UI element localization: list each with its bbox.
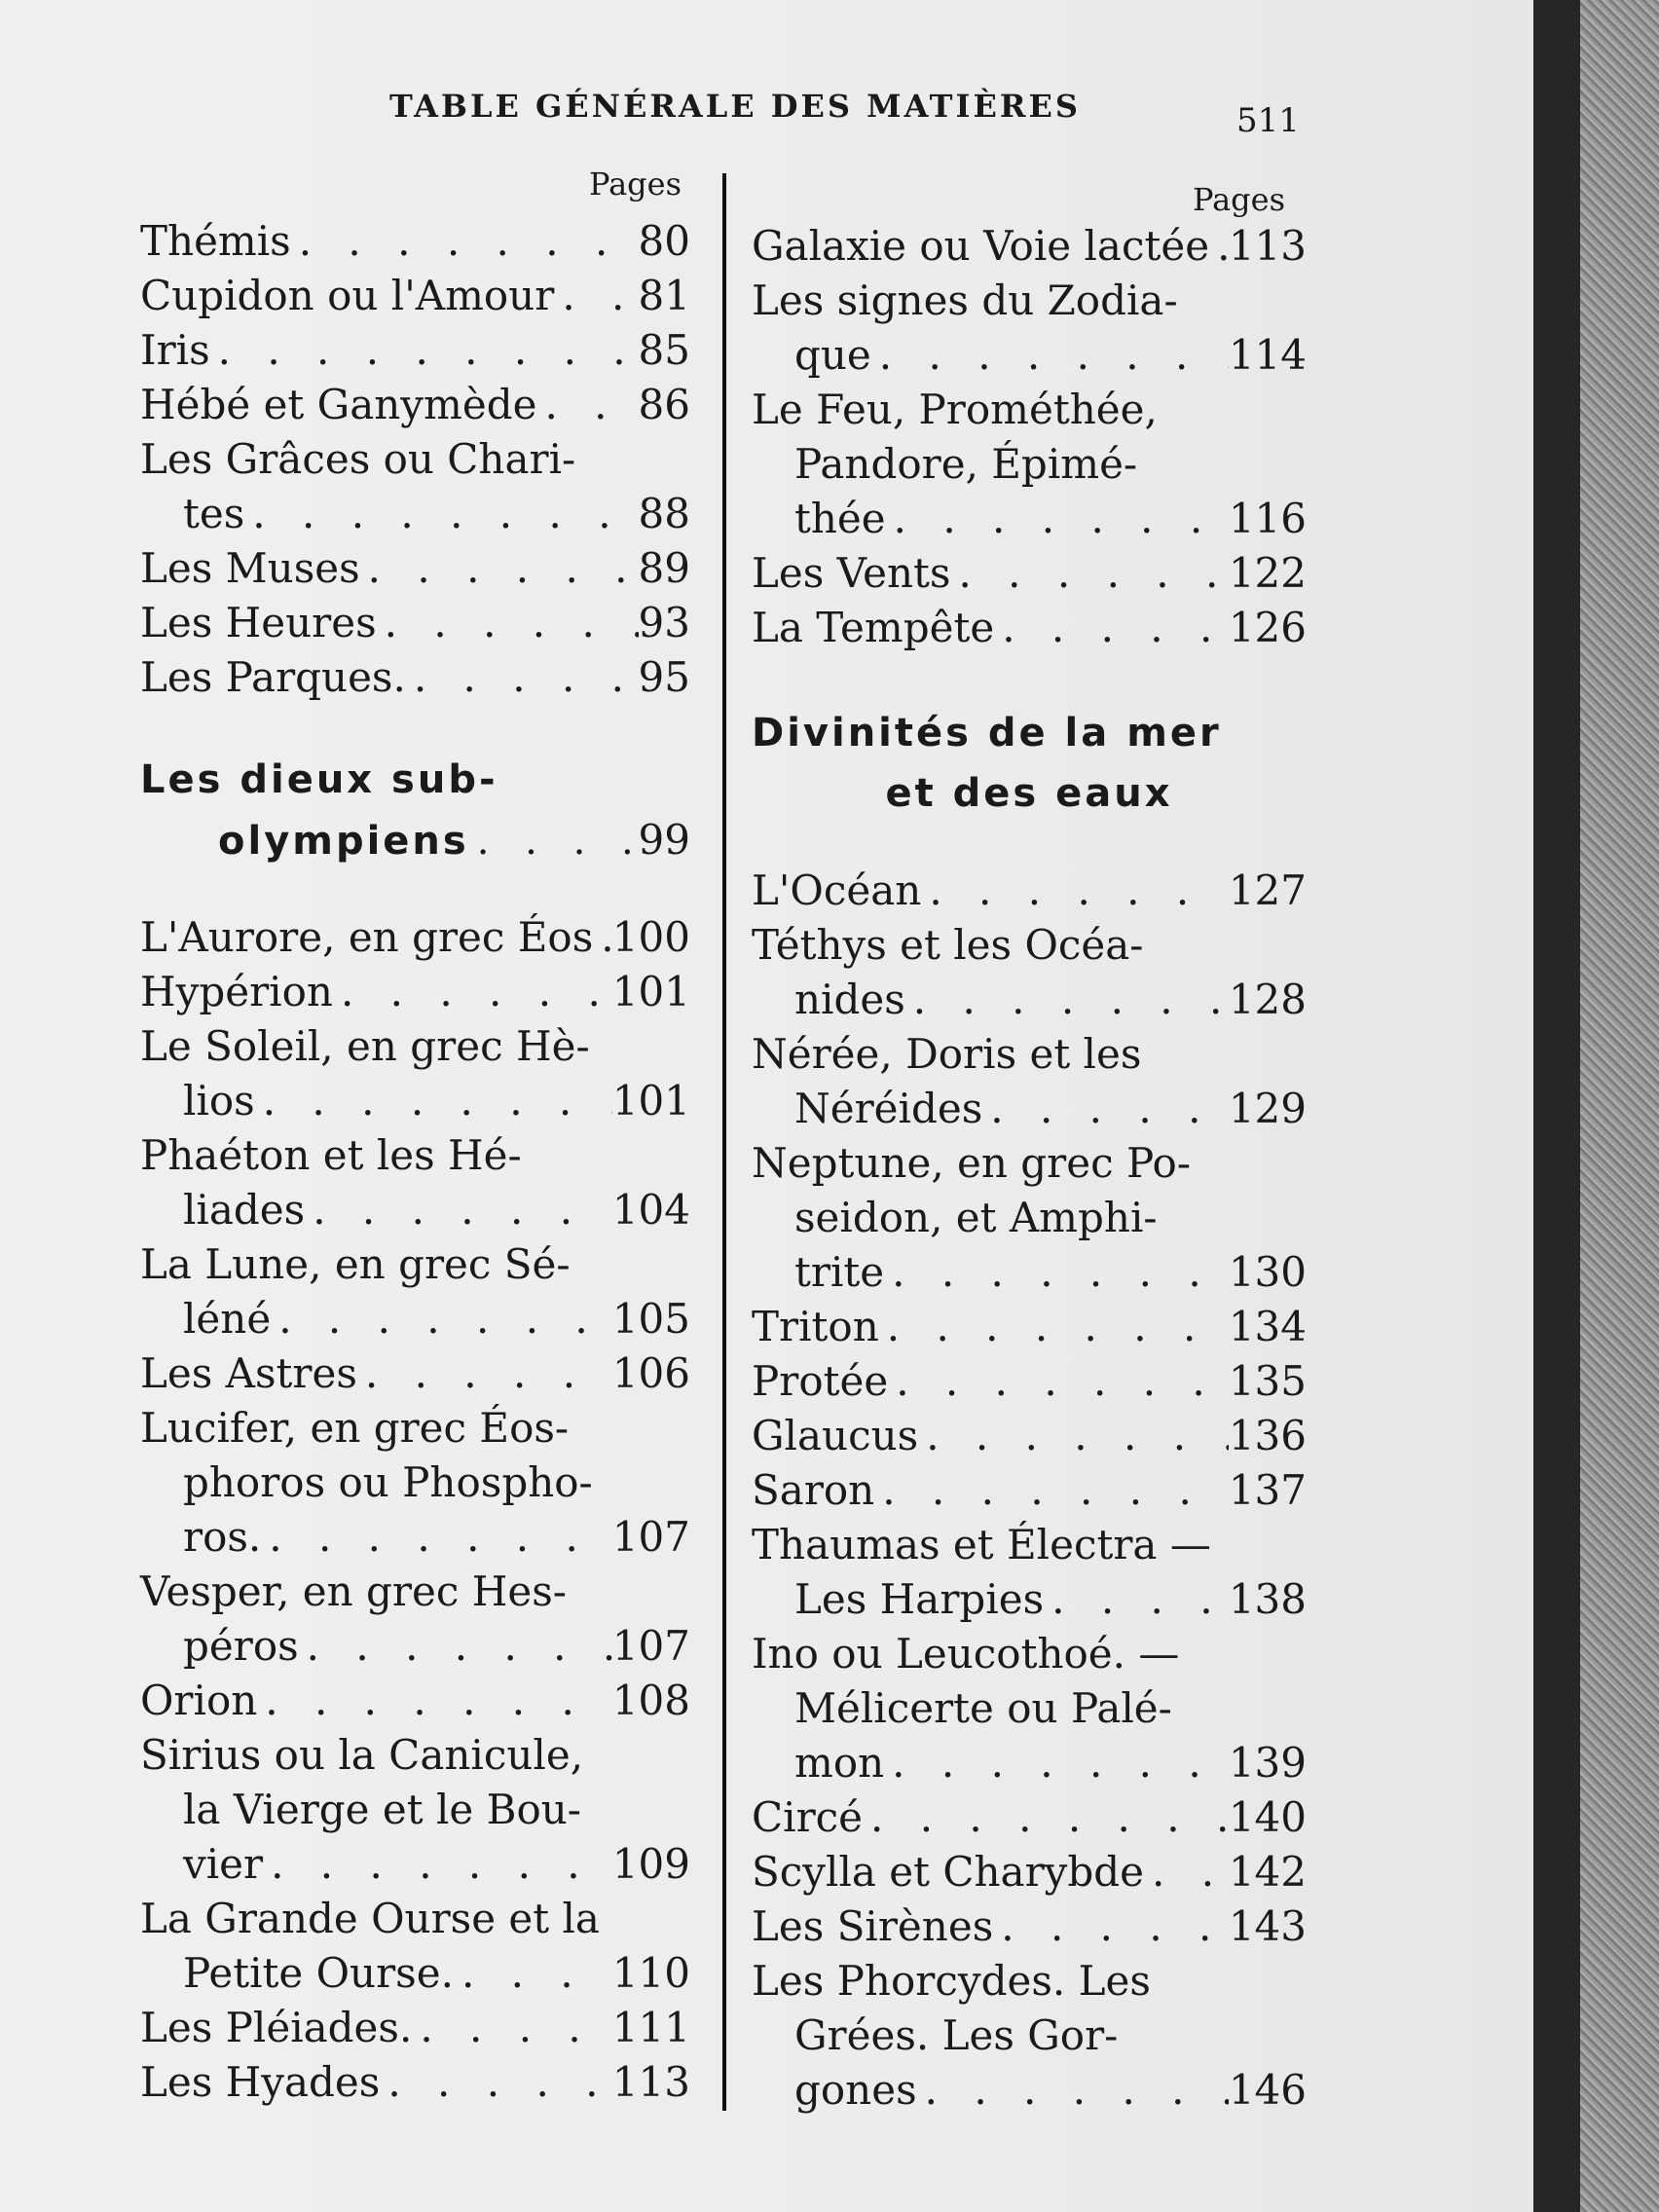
toc-entry: [752, 601, 1307, 655]
toc-entry-title: que: [794, 331, 871, 379]
toc-entry-page: 122: [1228, 549, 1307, 597]
toc-entry-title: La Lune, en grec Sé-: [140, 1240, 571, 1288]
toc-entry-page: 107: [611, 1513, 690, 1561]
toc-entry: [752, 1409, 1307, 1463]
leader-dots: [593, 910, 612, 965]
toc-entry-title: Lucifer, en grec Éos-: [140, 1404, 570, 1452]
toc-entry-title: Les Harpies: [794, 1575, 1045, 1623]
toc-entry-title: thée: [794, 495, 886, 542]
toc-entry: [140, 1346, 690, 1401]
toc-entry-page: 100: [611, 913, 690, 961]
toc-entry-title: mon: [794, 1739, 885, 1787]
toc-entry-title: Vesper, en grec Hes-: [140, 1567, 567, 1615]
toc-entry: [140, 1565, 690, 1674]
running-header-title: TABLE GÉNÉRALE DES MATIÈRES: [389, 88, 1081, 125]
leader-dots: [255, 1074, 612, 1128]
toc-entry-page: 89: [638, 544, 690, 592]
toc-entry-title: La Tempête: [752, 604, 995, 651]
section-heading-page: 99: [638, 816, 690, 864]
toc-entry-title: léné: [183, 1295, 272, 1343]
toc-entry: [140, 2055, 690, 2110]
leader-dots: [905, 973, 1229, 1027]
leader-dots: [879, 1300, 1229, 1354]
toc-entry-page: 135: [1228, 1357, 1307, 1405]
toc-entry: [140, 1128, 690, 1237]
toc-entry-page: 113: [1228, 222, 1307, 270]
leader-dots: [360, 541, 639, 596]
toc-entry-page: 93: [638, 599, 690, 646]
section-heading: [752, 703, 1307, 824]
section-heading-text: Les dieux sub-: [140, 757, 498, 802]
toc-entry-page: 116: [1228, 495, 1307, 542]
toc-entry-page: 81: [638, 272, 690, 319]
toc-entry-title: Les Grâces ou Chari-: [140, 435, 576, 483]
leader-dots: [1044, 1572, 1229, 1627]
toc-entry-title: Pandore, Épimé-: [794, 440, 1138, 488]
toc-entry: [752, 1954, 1307, 2118]
toc-entry-title: Circé: [752, 1793, 864, 1841]
section-heading-text: et des eaux: [885, 771, 1173, 816]
leader-dots: [210, 323, 639, 378]
toc-entry-page: 138: [1228, 1575, 1307, 1623]
toc-entry-title: L'Aurore, en grec Éos: [140, 913, 594, 961]
toc-entry-title: Hébé et Ganymède: [140, 381, 537, 428]
toc-entry-title: Les Astres: [140, 1349, 357, 1397]
toc-entry: [752, 1136, 1307, 1300]
toc-entry: [752, 1300, 1307, 1354]
toc-entry: [140, 378, 690, 432]
leader-dots: [261, 1510, 612, 1565]
leader-dots: [244, 487, 638, 541]
leader-dots: [271, 1292, 612, 1346]
toc-entry: [140, 541, 690, 596]
toc-entry: [140, 910, 690, 965]
toc-entry-page: 109: [611, 1840, 690, 1888]
toc-entry-title: Sirius ou la Canicule,: [140, 1731, 584, 1779]
toc-entry-title: Néréides: [794, 1085, 983, 1132]
toc-entry-page: 95: [638, 653, 690, 701]
toc-entry-title: Nérée, Doris et les: [752, 1030, 1142, 1078]
toc-entry-title: Iris: [140, 326, 210, 374]
toc-entry-title: nides: [794, 976, 905, 1023]
toc-entry-title: phoros ou Phospho-: [183, 1458, 593, 1506]
leader-dots: [305, 1183, 612, 1237]
toc-entry: [752, 918, 1307, 1027]
toc-entry-page: 128: [1228, 976, 1307, 1023]
toc-entry-title: lios: [183, 1077, 255, 1124]
toc-entry-page: 106: [611, 1349, 690, 1397]
toc-entry: [140, 1237, 690, 1346]
toc-entry: [752, 274, 1307, 383]
toc-entry-page: 130: [1228, 1248, 1307, 1296]
toc-entry-page: 134: [1228, 1303, 1307, 1350]
toc-entry-title: L'Océan: [752, 866, 922, 914]
toc-entry: [140, 1674, 690, 1728]
toc-entry-title: ros.: [183, 1513, 262, 1561]
toc-entry-title: Neptune, en grec Po-: [752, 1139, 1192, 1187]
leader-dots: [1144, 1845, 1229, 1899]
leader-dots: [380, 2055, 611, 2110]
toc-entry-title: Thaumas et Électra —: [752, 1521, 1211, 1568]
leader-dots: [871, 328, 1229, 383]
toc-entry-title: Saron: [752, 1466, 875, 1514]
toc-entry: [140, 432, 690, 541]
leader-dots: [406, 650, 639, 705]
toc-entry: [140, 2001, 690, 2055]
toc-entry: [140, 1728, 690, 1892]
toc-entry-page: 146: [1228, 2066, 1307, 2114]
toc-entry: [752, 219, 1307, 274]
toc-entry-title: Les Vents: [752, 549, 951, 597]
toc-entry-page: 139: [1228, 1739, 1307, 1787]
toc-entry: [752, 1627, 1307, 1790]
toc-entry-title: Petite Ourse.: [183, 1949, 454, 1997]
toc-entry-page: 143: [1228, 1902, 1307, 1950]
toc-entry-title: seidon, et Amphi-: [794, 1194, 1158, 1241]
leader-dots: [257, 1674, 612, 1728]
toc-entry-title: péros: [183, 1622, 299, 1670]
toc-entry-title: Téthys et les Océa-: [752, 921, 1144, 969]
toc-entry: [140, 323, 690, 378]
page-number: 511: [1236, 101, 1300, 140]
toc-entry: [752, 864, 1307, 918]
toc-entry-page: 85: [638, 326, 690, 374]
leader-dots: [291, 214, 639, 269]
toc-entry: [752, 1027, 1307, 1136]
pages-label-left: Pages: [589, 166, 682, 203]
toc-entry-title: Protée: [752, 1357, 889, 1405]
leader-dots: [263, 1837, 612, 1892]
toc-entry-page: 126: [1228, 604, 1307, 651]
toc-entry: [752, 546, 1307, 601]
toc-entry-title: Cupidon ou l'Amour: [140, 272, 555, 319]
toc-entry: [140, 1401, 690, 1565]
toc-entry-title: liades: [183, 1186, 306, 1234]
leader-dots: [994, 601, 1229, 655]
section-heading-text: olympiens: [218, 819, 469, 864]
toc-entry-page: 113: [611, 2058, 690, 2106]
toc-entry-page: 107: [611, 1622, 690, 1670]
toc-entry-title: Le Feu, Prométhée,: [752, 386, 1158, 433]
toc-entry-title: Le Soleil, en grec Hè-: [140, 1022, 590, 1070]
toc-entry-title: Phaéton et les Hé-: [140, 1131, 522, 1179]
toc-entry: [140, 269, 690, 323]
toc-entry-title: Les Muses: [140, 544, 360, 592]
toc-entry-page: 142: [1228, 1848, 1307, 1896]
book-spine: [1533, 0, 1580, 2212]
leader-dots: [888, 1354, 1229, 1409]
leader-dots: [377, 596, 639, 650]
toc-entry-title: Scylla et Charybde: [752, 1848, 1145, 1896]
toc-entry-title: Glaucus: [752, 1412, 919, 1459]
toc-entry-page: 108: [611, 1677, 690, 1724]
leader-dots: [357, 1346, 612, 1401]
leader-dots: [917, 2063, 1229, 2118]
toc-entry: [752, 1899, 1307, 1954]
toc-entry: [140, 650, 690, 705]
toc-entry-page: 101: [611, 968, 690, 1015]
toc-entry: [140, 1892, 690, 2001]
leader-dots: [918, 1409, 1229, 1463]
toc-entry-title: Les Parques.: [140, 653, 406, 701]
leader-dots: [454, 1946, 612, 2001]
section-heading: [140, 750, 690, 870]
leader-dots: [993, 1899, 1229, 1954]
toc-entry: [752, 1790, 1307, 1845]
leader-dots: [333, 965, 612, 1019]
leader-dots: [982, 1082, 1229, 1136]
toc-entry: [140, 1019, 690, 1128]
leader-dots: [921, 864, 1228, 918]
leader-dots: [950, 546, 1228, 601]
leader-dots: [536, 378, 638, 432]
toc-entry-title: vier: [183, 1840, 264, 1888]
toc-entry-title: Les Pléiades.: [140, 2004, 413, 2051]
toc-entry-title: Thémis: [140, 217, 291, 265]
toc-entry-page: 114: [1228, 331, 1307, 379]
leader-dots: [874, 1463, 1229, 1518]
leader-dots: [1209, 219, 1229, 274]
toc-entry: [140, 596, 690, 650]
toc-entry: [140, 214, 690, 269]
toc-entry-title: Les Heures: [140, 599, 377, 646]
toc-entry-title: Grées. Les Gor-: [794, 2011, 1119, 2059]
toc-entry: [752, 1845, 1307, 1899]
toc-entry-page: 80: [638, 217, 690, 265]
toc-entry-page: 105: [611, 1295, 690, 1343]
toc-entry-page: 140: [1228, 1793, 1307, 1841]
leader-dots: [299, 1619, 612, 1674]
toc-entry-title: Les Phorcydes. Les: [752, 1957, 1151, 2005]
toc-entry-title: Mélicerte ou Palé-: [794, 1684, 1172, 1732]
toc-entry: [752, 1354, 1307, 1409]
toc-entry-title: Les Sirènes: [752, 1902, 994, 1950]
toc-entry-title: Ino ou Leucothoé. —: [752, 1630, 1180, 1677]
leader-dots: [884, 1736, 1229, 1790]
toc-entry: [752, 1518, 1307, 1627]
toc-entry-page: 127: [1228, 866, 1307, 914]
toc-entry-title: Orion: [140, 1677, 258, 1724]
toc-entry: [752, 383, 1307, 546]
toc-entry-page: 101: [611, 1077, 690, 1124]
toc-entry-title: trite: [794, 1248, 885, 1296]
leader-dots: [884, 1245, 1229, 1300]
toc-entry-title: Triton: [752, 1303, 879, 1350]
toc-entry-page: 129: [1228, 1085, 1307, 1132]
column-divider: [722, 173, 726, 2111]
toc-entry: [140, 965, 690, 1019]
leader-dots: [554, 269, 638, 323]
toc-entry-page: 104: [611, 1186, 690, 1234]
toc-entry-page: 110: [611, 1949, 690, 1997]
toc-entry-page: 136: [1228, 1412, 1307, 1459]
toc-entry-page: 88: [638, 490, 690, 537]
toc-entry-title: La Grande Ourse et la: [140, 1895, 600, 1942]
toc-entry-title: Les Hyades: [140, 2058, 381, 2106]
pages-label-right: Pages: [1193, 181, 1286, 218]
toc-entry-page: 137: [1228, 1466, 1307, 1514]
leader-dots: [886, 492, 1229, 546]
toc-entry: [752, 1463, 1307, 1518]
leader-dots: [469, 811, 639, 871]
toc-entry-title: tes: [183, 490, 245, 537]
toc-entry-page: 111: [611, 2004, 690, 2051]
toc-entry-title: Les signes du Zodia-: [752, 276, 1178, 324]
book-cover-edge: [1580, 0, 1659, 2212]
toc-entry-title: gones: [794, 2066, 917, 2114]
leader-dots: [412, 2001, 612, 2055]
toc-entry-page: 86: [638, 381, 690, 428]
toc-entry-title: Galaxie ou Voie lactée: [752, 222, 1210, 270]
toc-entry-title: Hypérion: [140, 968, 333, 1015]
toc-entry-title: la Vierge et le Bou-: [183, 1786, 581, 1833]
section-heading-text: Divinités de la mer: [752, 711, 1222, 756]
leader-dots: [863, 1790, 1229, 1845]
